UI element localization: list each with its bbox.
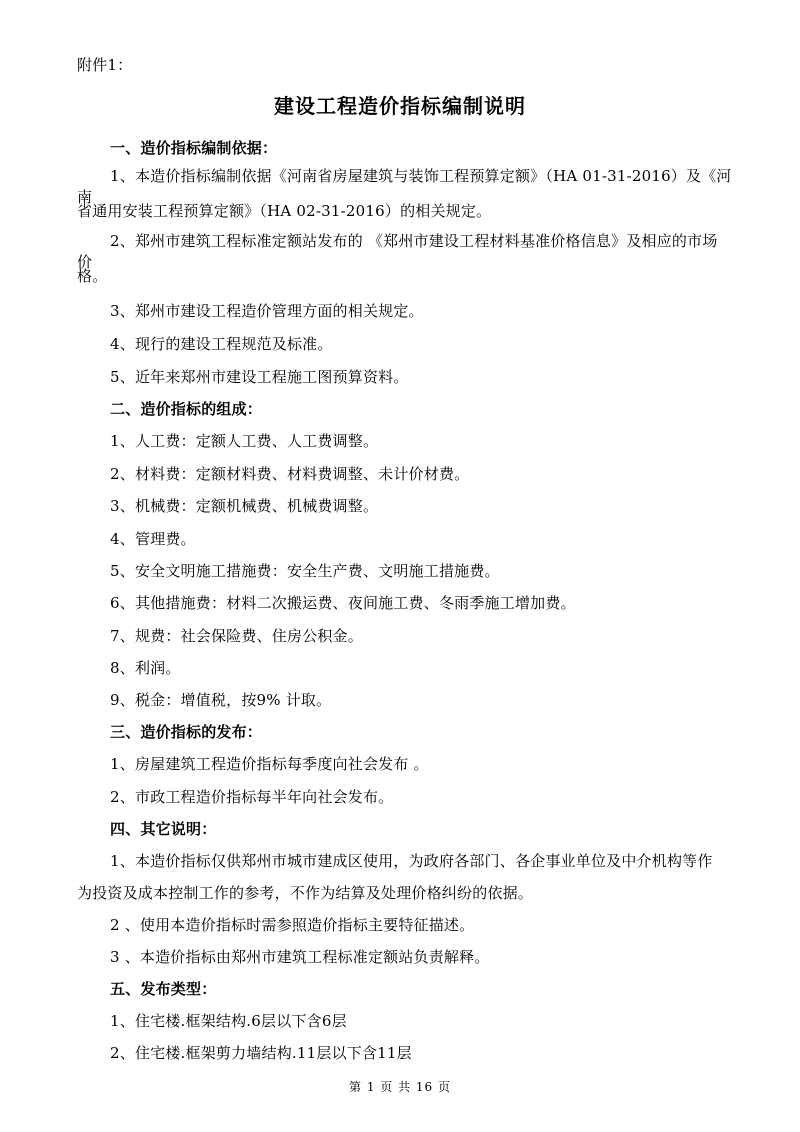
composition-item-4: 4、管理费。	[110, 530, 196, 548]
section-heading-composition: 二、造价指标的组成：	[110, 400, 263, 418]
note-item-2: 2 、使用本造价指标时需参照造价指标主要特征描述。	[110, 916, 475, 934]
document-title: 建设工程造价指标编制说明	[274, 94, 526, 118]
basis-item-5: 5、近年来郑州市建设工程施工图预算资料。	[110, 368, 409, 386]
publication-item-1: 1、房屋建筑工程造价指标每季度向社会发布 。	[110, 755, 429, 773]
page-footer: 第 1 页 共 16 页	[349, 1080, 451, 1094]
section-heading-publication: 三、造价指标的发布：	[110, 723, 263, 741]
section-heading-release-types: 五、发布类型：	[110, 980, 217, 998]
composition-item-6: 6、其他措施费：材料二次搬运费、夜间施工费、冬雨季施工增加费。	[110, 594, 576, 612]
composition-item-1: 1、人工费：定额人工费、人工费调整。	[110, 432, 379, 450]
basis-item-4: 4、现行的建设工程规范及标准。	[110, 335, 333, 353]
section-heading-other-notes: 四、其它说明：	[110, 820, 217, 838]
composition-item-9: 9、税金：增值税，按9% 计取。	[110, 691, 332, 709]
basis-item-2-line-1: 2、郑州市建筑工程标准定额站发布的 《郑州市建设工程材料基准价格信息》及相应的市场	[110, 232, 718, 250]
basis-item-2-line-2: 格。	[77, 267, 108, 285]
basis-item-2-clipped-char: 价	[77, 253, 93, 271]
note-item-3: 3 、本造价指标由郑州市建筑工程标准定额站负责解释。	[110, 948, 490, 966]
release-type-item-1: 1、住宅楼.框架结构.6层以下含6层	[110, 1012, 347, 1030]
note-item-1-line-2: 为投资及成本控制工作的参考，不作为结算及处理价格纠纷的依据。	[77, 884, 534, 902]
composition-item-7: 7、规费：社会保险费、住房公积金。	[110, 627, 363, 645]
section-heading-basis: 一、造价指标编制依据：	[110, 139, 278, 157]
note-item-1-line-1: 1、本造价指标仅供郑州市城市建成区使用，为政府各部门、各企事业单位及中介机构等作	[110, 852, 713, 870]
basis-item-1-line-2: 省通用安装工程预算定额》（HA 02-31-2016）的相关规定。	[77, 202, 492, 220]
composition-item-2: 2、材料费：定额材料费、材料费调整、未计价材费。	[110, 465, 470, 483]
attachment-label: 附件1：	[77, 56, 133, 74]
basis-item-1-clipped-char: 南	[77, 188, 93, 206]
composition-item-8: 8、利润。	[110, 659, 181, 677]
composition-item-5: 5、安全文明施工措施费：安全生产费、文明施工措施费。	[110, 562, 500, 580]
release-type-item-2: 2、住宅楼.框架剪力墙结构.11层以下含11层	[110, 1044, 412, 1062]
composition-item-3: 3、机械费：定额机械费、机械费调整。	[110, 497, 379, 515]
publication-item-2: 2、市政工程造价指标每半年向社会发布。	[110, 788, 394, 806]
basis-item-1-line-1: 1、本造价指标编制依据《河南省房屋建筑与装饰工程预算定额》（HA 01-31-2016）及《河	[110, 167, 732, 185]
basis-item-3: 3、郑州市建设工程造价管理方面的相关规定。	[110, 302, 424, 320]
